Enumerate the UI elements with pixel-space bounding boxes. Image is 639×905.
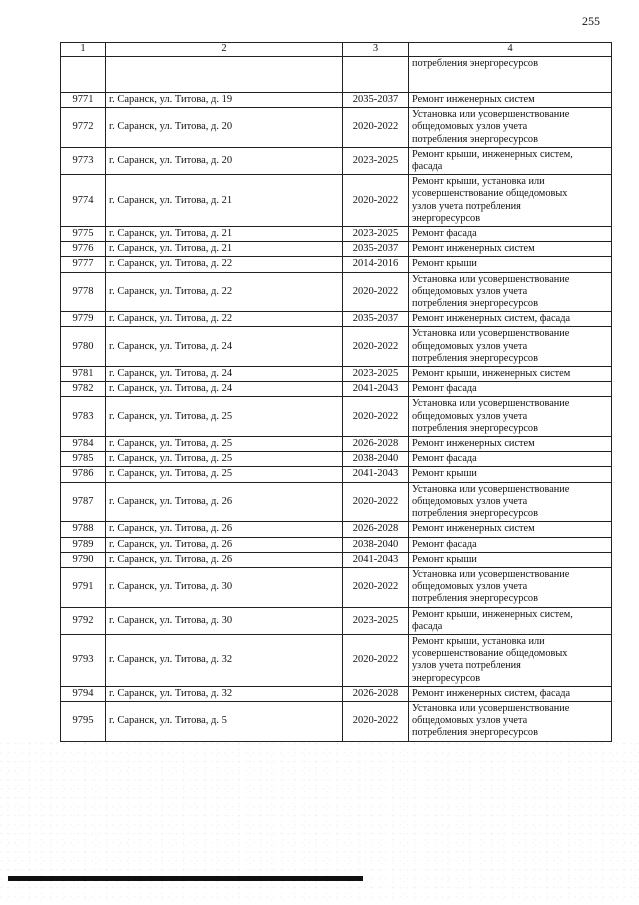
work-text-line: Установка или усовершенствование [412, 568, 570, 580]
row-address: г. Саранск, ул. Титова, д. 32 [106, 634, 343, 686]
row-period: 2035-2037 [343, 242, 409, 257]
row-work-type [409, 607, 612, 634]
work-text-line: Установка или усовершенствование [412, 702, 570, 714]
work-text-line: потребления энергоресурсов [412, 422, 538, 434]
work-text-line: усовершенствование общедомовых [412, 648, 568, 660]
work-text-line: потребления энергоресурсов [412, 352, 538, 364]
table-row [61, 272, 612, 312]
row-period: 2020-2022 [343, 701, 409, 741]
row-work-type [409, 227, 612, 242]
work-text-line: Ремонт инженерных систем, фасада [412, 687, 571, 699]
row-period: 2023-2025 [343, 607, 409, 634]
row-period: 2023-2025 [343, 147, 409, 174]
work-text-line: Установка или усовершенствование [412, 398, 570, 410]
row-address: г. Саранск, ул. Титова, д. 25 [106, 437, 343, 452]
row-address: г. Саранск, ул. Титова, д. 26 [106, 552, 343, 567]
work-text-line: общедомовых узлов учета [412, 410, 528, 422]
row-address: г. Саранск, ул. Титова, д. 24 [106, 367, 343, 382]
column-header-2: 2 [106, 43, 343, 57]
table-row [61, 257, 612, 272]
table-header [61, 43, 612, 57]
work-text-line: фасада [412, 620, 443, 632]
row-period: 2041-2043 [343, 467, 409, 482]
work-text-line: Ремонт крыши [412, 258, 477, 270]
table-row [61, 686, 612, 701]
work-text-line: узлов учета потребления [412, 660, 521, 672]
work-text-line: усовершенствование общедомовых [412, 188, 568, 200]
table-row [61, 452, 612, 467]
row-period: 2020-2022 [343, 634, 409, 686]
row-period: 2035-2037 [343, 312, 409, 327]
row-number: 9789 [61, 537, 106, 552]
table-row [61, 242, 612, 257]
row-address: г. Саранск, ул. Титова, д. 20 [106, 147, 343, 174]
table-row [61, 175, 612, 227]
row-number: 9782 [61, 382, 106, 397]
row-work-type [409, 701, 612, 741]
row-work-type [409, 686, 612, 701]
table-row [61, 567, 612, 607]
row-period: 2020-2022 [343, 175, 409, 227]
work-text-line: Ремонт фасада [412, 383, 477, 395]
row-period: 2035-2037 [343, 93, 409, 108]
row-work-type [409, 634, 612, 686]
table-row [61, 312, 612, 327]
row-number: 9784 [61, 437, 106, 452]
row-number: 9780 [61, 327, 106, 367]
row-work-type [409, 147, 612, 174]
table-row [61, 367, 612, 382]
row-number: 9775 [61, 227, 106, 242]
row-period: 2020-2022 [343, 327, 409, 367]
row-work-type [409, 552, 612, 567]
work-text-line: Ремонт крыши [412, 468, 477, 480]
row-address: г. Саранск, ул. Титова, д. 26 [106, 537, 343, 552]
work-text-line: потребления энергоресурсов [412, 58, 538, 69]
work-text-line: общедомовых узлов учета [412, 715, 528, 727]
page-number: 255 [582, 14, 600, 28]
row-work-type [409, 272, 612, 312]
table-row [61, 607, 612, 634]
row-number: 9790 [61, 552, 106, 567]
row-period [343, 57, 409, 93]
row-period: 2026-2028 [343, 686, 409, 701]
row-address: г. Саранск, ул. Титова, д. 24 [106, 327, 343, 367]
row-work-type [409, 242, 612, 257]
work-text-line: общедомовых узлов учета [412, 340, 528, 352]
row-address: г. Саранск, ул. Титова, д. 32 [106, 686, 343, 701]
row-number: 9786 [61, 467, 106, 482]
work-text-line: Ремонт фасада [412, 453, 477, 465]
table-row [61, 467, 612, 482]
row-address: г. Саранск, ул. Титова, д. 21 [106, 175, 343, 227]
table-row [61, 701, 612, 741]
row-work-type [409, 567, 612, 607]
work-text-line: Ремонт крыши, установка или [412, 635, 545, 647]
work-text-line: Установка или усовершенствование [412, 328, 570, 340]
row-work-type [409, 175, 612, 227]
table-row [61, 327, 612, 367]
row-work-type [409, 537, 612, 552]
row-address: г. Саранск, ул. Титова, д. 26 [106, 522, 343, 537]
row-number: 9791 [61, 567, 106, 607]
work-text-line: фасада [412, 161, 443, 173]
work-text-line: общедомовых узлов учета [412, 285, 528, 297]
row-work-type [409, 452, 612, 467]
row-work-type [409, 467, 612, 482]
row-work-type [409, 482, 612, 522]
row-address: г. Саранск, ул. Титова, д. 25 [106, 452, 343, 467]
row-address: г. Саранск, ул. Титова, д. 30 [106, 607, 343, 634]
row-work-type [409, 108, 612, 148]
row-number: 9776 [61, 242, 106, 257]
row-number: 9779 [61, 312, 106, 327]
row-period: 2026-2028 [343, 437, 409, 452]
work-text-line: Ремонт крыши, установка или [412, 176, 545, 188]
row-address [106, 57, 343, 93]
work-text-line: Ремонт инженерных систем [412, 438, 535, 450]
row-address: г. Саранск, ул. Титова, д. 5 [106, 701, 343, 741]
row-address: г. Саранск, ул. Титова, д. 25 [106, 397, 343, 437]
row-address: г. Саранск, ул. Титова, д. 21 [106, 227, 343, 242]
table-row [61, 482, 612, 522]
row-period: 2026-2028 [343, 522, 409, 537]
table-row [61, 634, 612, 686]
row-work-type [409, 522, 612, 537]
repair-schedule-table [60, 42, 612, 742]
work-text-line: Установка или усовершенствование [412, 109, 570, 121]
row-work-type [409, 367, 612, 382]
row-period: 2023-2025 [343, 227, 409, 242]
row-number [61, 57, 106, 93]
work-text-line: потребления энергоресурсов [412, 508, 538, 520]
work-text-line: Ремонт фасада [412, 538, 477, 550]
row-number: 9771 [61, 93, 106, 108]
row-address: г. Саранск, ул. Титова, д. 20 [106, 108, 343, 148]
row-work-type [409, 57, 612, 93]
row-period: 2020-2022 [343, 397, 409, 437]
work-text-line: общедомовых узлов учета [412, 495, 528, 507]
row-number: 9773 [61, 147, 106, 174]
work-text-line: общедомовых узлов учета [412, 581, 528, 593]
row-address: г. Саранск, ул. Титова, д. 19 [106, 93, 343, 108]
row-period: 2041-2043 [343, 552, 409, 567]
row-address: г. Саранск, ул. Титова, д. 30 [106, 567, 343, 607]
row-period: 2038-2040 [343, 452, 409, 467]
work-text-line: энергоресурсов [412, 672, 481, 684]
row-address: г. Саранск, ул. Титова, д. 22 [106, 272, 343, 312]
work-text-line: потребления энергоресурсов [412, 298, 538, 310]
row-period: 2020-2022 [343, 272, 409, 312]
work-text-line: Установка или усовершенствование [412, 273, 570, 285]
row-number: 9783 [61, 397, 106, 437]
work-text-line: узлов учета потребления [412, 200, 521, 212]
row-address: г. Саранск, ул. Титова, д. 26 [106, 482, 343, 522]
row-number: 9774 [61, 175, 106, 227]
row-number: 9777 [61, 257, 106, 272]
work-text-line: Ремонт фасада [412, 228, 477, 240]
column-header-1: 1 [61, 43, 106, 57]
row-period: 2020-2022 [343, 108, 409, 148]
row-work-type [409, 93, 612, 108]
column-header-3: 3 [343, 43, 409, 57]
row-work-type [409, 257, 612, 272]
table-row [61, 227, 612, 242]
work-text-line: Ремонт инженерных систем [412, 94, 535, 105]
column-header-4: 4 [409, 43, 612, 57]
row-address: г. Саранск, ул. Титова, д. 24 [106, 382, 343, 397]
work-text-line: Ремонт крыши, инженерных систем, [412, 148, 573, 160]
work-text-line: энергоресурсов [412, 212, 481, 224]
row-period: 2020-2022 [343, 567, 409, 607]
row-period: 2020-2022 [343, 482, 409, 522]
row-work-type [409, 437, 612, 452]
work-text-line: Установка или усовершенствование [412, 483, 570, 495]
row-work-type [409, 382, 612, 397]
row-work-type [409, 397, 612, 437]
row-work-type [409, 312, 612, 327]
row-work-type [409, 327, 612, 367]
row-address: г. Саранск, ул. Титова, д. 22 [106, 257, 343, 272]
row-address: г. Саранск, ул. Титова, д. 25 [106, 467, 343, 482]
row-number: 9795 [61, 701, 106, 741]
table-row [61, 382, 612, 397]
table-row [61, 552, 612, 567]
row-period: 2038-2040 [343, 537, 409, 552]
work-text-line: потребления энергоресурсов [412, 727, 538, 739]
table-row [61, 397, 612, 437]
work-text-line: Ремонт инженерных систем, фасада [412, 313, 571, 325]
work-text-line: общедомовых узлов учета [412, 121, 528, 133]
table-row [61, 93, 612, 108]
scan-edge-bar [8, 876, 363, 881]
work-text-line: Ремонт крыши, инженерных систем, [412, 608, 573, 620]
table-row [61, 437, 612, 452]
table-row [61, 108, 612, 148]
header-row [61, 43, 612, 57]
row-period: 2014-2016 [343, 257, 409, 272]
row-number: 9792 [61, 607, 106, 634]
work-text-line: Ремонт крыши, инженерных систем [412, 368, 571, 380]
row-number: 9781 [61, 367, 106, 382]
table-row [61, 147, 612, 174]
row-number: 9787 [61, 482, 106, 522]
row-number: 9772 [61, 108, 106, 148]
row-period: 2023-2025 [343, 367, 409, 382]
row-number: 9788 [61, 522, 106, 537]
row-number: 9794 [61, 686, 106, 701]
table-row [61, 57, 612, 93]
row-number: 9778 [61, 272, 106, 312]
row-period: 2041-2043 [343, 382, 409, 397]
work-text-line: Ремонт инженерных систем [412, 243, 535, 255]
row-address: г. Саранск, ул. Титова, д. 22 [106, 312, 343, 327]
work-text-line: потребления энергоресурсов [412, 593, 538, 605]
row-number: 9793 [61, 634, 106, 686]
row-number: 9785 [61, 452, 106, 467]
work-text-line: потребления энергоресурсов [412, 133, 538, 145]
table-row [61, 537, 612, 552]
row-address: г. Саранск, ул. Титова, д. 21 [106, 242, 343, 257]
table-body [61, 57, 612, 742]
table-row [61, 522, 612, 537]
work-text-line: Ремонт инженерных систем [412, 523, 535, 535]
work-text-line: Ремонт крыши [412, 553, 477, 565]
